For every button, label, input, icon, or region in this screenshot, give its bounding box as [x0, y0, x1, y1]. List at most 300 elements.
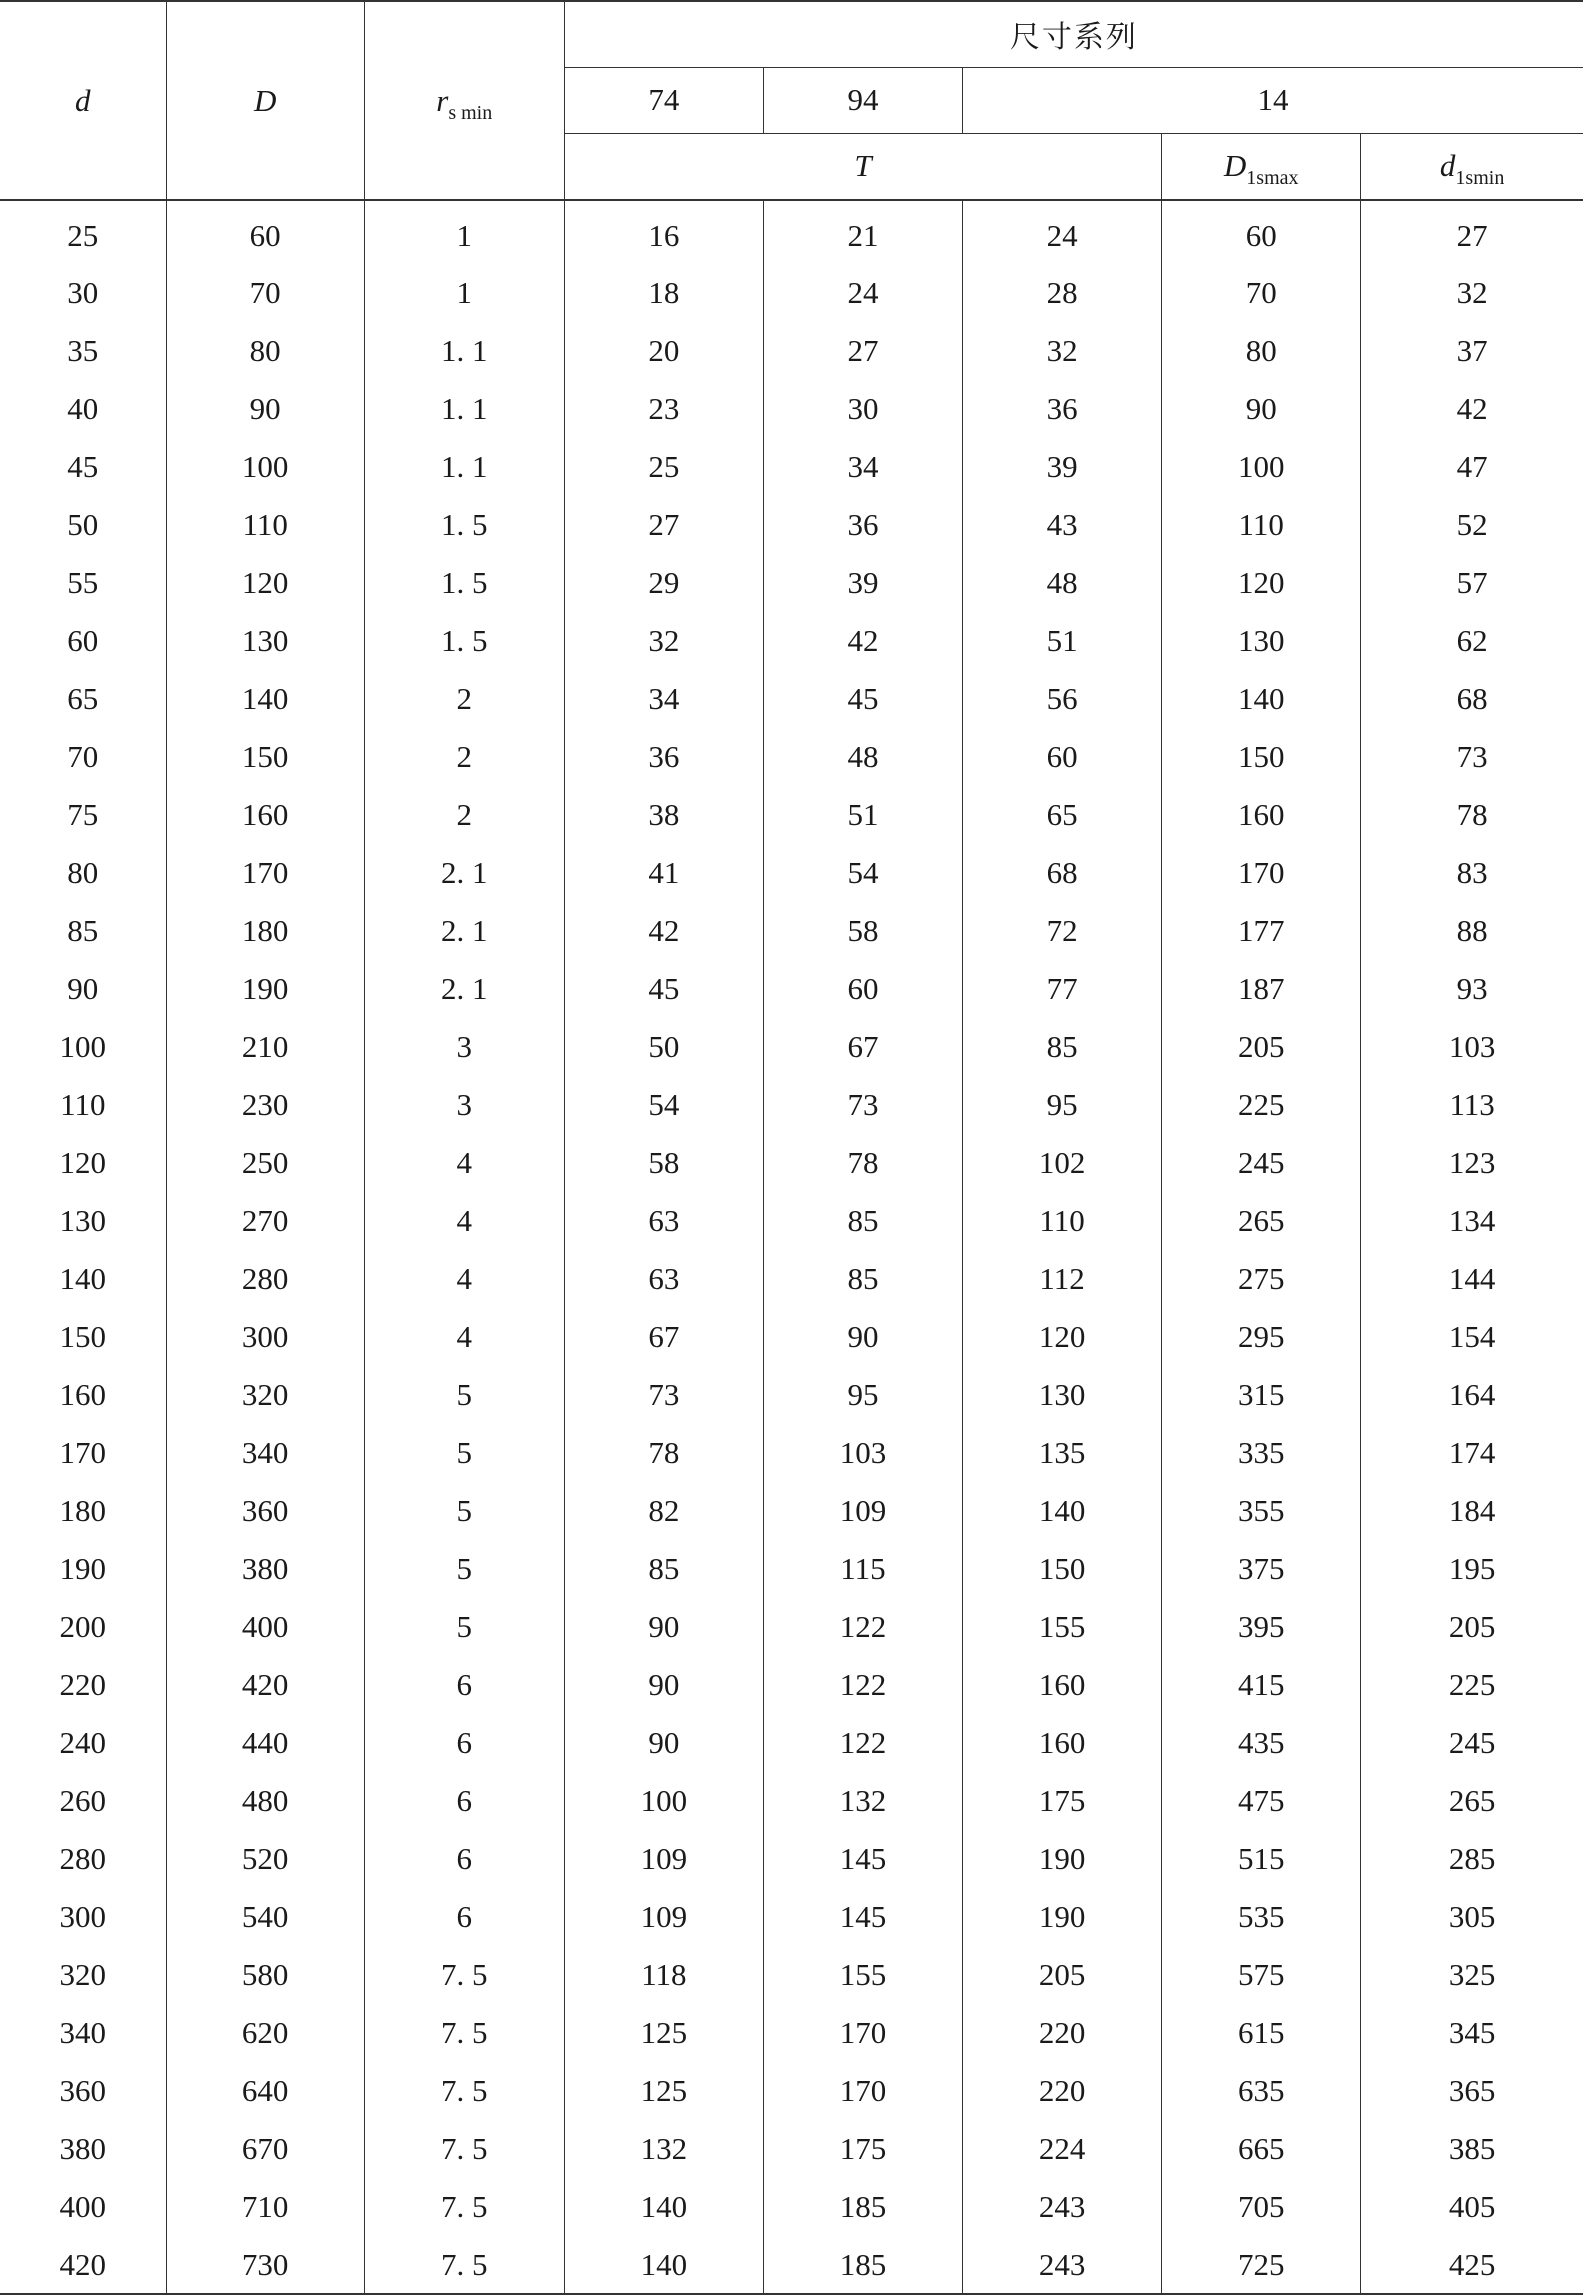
cell-D: 540 — [166, 1888, 364, 1946]
cell-T-94: 90 — [763, 1308, 962, 1366]
table-row — [0, 670, 1583, 728]
cell-D: 620 — [166, 2004, 364, 2062]
cell-d1smin: 245 — [1361, 1714, 1583, 1772]
cell-rs-min: 6 — [364, 1888, 564, 1946]
cell-d: 45 — [67, 449, 99, 484]
cell-T-14: 243 — [963, 2178, 1162, 2236]
table-row — [0, 438, 1583, 496]
cell-D1smax: 60 — [1162, 200, 1361, 264]
cell-D: 380 — [166, 1540, 364, 1598]
cell-T-74: 140 — [564, 2178, 763, 2236]
cell-D: 250 — [166, 1134, 364, 1192]
cell-d: 65 — [67, 681, 99, 716]
cell-d1smin: 27 — [1361, 200, 1583, 264]
cell-d1smin: 365 — [1361, 2062, 1583, 2120]
cell-T-94: 170 — [763, 2062, 962, 2120]
cell-T-14: 77 — [963, 960, 1162, 1018]
cell-D1smax: 335 — [1162, 1424, 1361, 1482]
cell-D1smax: 170 — [1162, 844, 1361, 902]
cell-D: 400 — [166, 1598, 364, 1656]
cell-T-94: 78 — [763, 1134, 962, 1192]
cell-T-94: 39 — [763, 554, 962, 612]
cell-D: 280 — [166, 1250, 364, 1308]
cell-T-14: 190 — [963, 1888, 1162, 1946]
cell-d1smin: 154 — [1361, 1308, 1583, 1366]
cell-d1smin: 103 — [1361, 1018, 1583, 1076]
cell-D: 160 — [166, 786, 364, 844]
cell-D1smax: 315 — [1162, 1366, 1361, 1424]
cell-T-14: 48 — [963, 554, 1162, 612]
cell-d: 170 — [59, 1435, 107, 1470]
cell-D: 640 — [166, 2062, 364, 2120]
table-row — [0, 1134, 1583, 1192]
cell-T-94: 85 — [763, 1192, 962, 1250]
cell-rs-min: 5 — [364, 1424, 564, 1482]
cell-T-94: 60 — [763, 960, 962, 1018]
cell-T-94: 24 — [763, 264, 962, 322]
cell-D: 150 — [166, 728, 364, 786]
cell-D1smax: 475 — [1162, 1772, 1361, 1830]
cell-T-94: 95 — [763, 1366, 962, 1424]
cell-T-74: 125 — [564, 2062, 763, 2120]
table-row — [0, 1656, 1583, 1714]
cell-T-74: 90 — [564, 1598, 763, 1656]
cell-T-74: 23 — [564, 380, 763, 438]
cell-d: 85 — [67, 913, 99, 948]
cell-rs-min: 4 — [364, 1134, 564, 1192]
cell-T-94: 54 — [763, 844, 962, 902]
table-row — [0, 1888, 1583, 1946]
cell-D1smax: 80 — [1162, 322, 1361, 380]
cell-D1smax: 245 — [1162, 1134, 1361, 1192]
cell-rs-min: 7. 5 — [364, 2236, 564, 2294]
cell-D: 580 — [166, 1946, 364, 2004]
cell-rs-min: 5 — [364, 1482, 564, 1540]
cell-T-14: 120 — [963, 1308, 1162, 1366]
cell-D1smax: 535 — [1162, 1888, 1361, 1946]
table-row — [0, 264, 1583, 322]
cell-T-14: 56 — [963, 670, 1162, 728]
cell-D: 300 — [166, 1308, 364, 1366]
cell-T-14: 205 — [963, 1946, 1162, 2004]
table-row — [0, 1192, 1583, 1250]
cell-d1smin: 425 — [1361, 2236, 1583, 2294]
cell-d: 360 — [59, 2073, 107, 2108]
cell-d: 190 — [59, 1551, 107, 1586]
cell-d1smin: 123 — [1361, 1134, 1583, 1192]
cell-rs-min: 1. 1 — [364, 380, 564, 438]
table-row — [0, 554, 1583, 612]
cell-T-94: 170 — [763, 2004, 962, 2062]
cell-D1smax: 150 — [1162, 728, 1361, 786]
cell-d: 140 — [59, 1261, 107, 1296]
cell-D: 440 — [166, 1714, 364, 1772]
cell-T-14: 36 — [963, 380, 1162, 438]
table-row — [0, 612, 1583, 670]
header-D1-symbol: D — [1223, 148, 1247, 184]
cell-D1smax: 375 — [1162, 1540, 1361, 1598]
cell-T-74: 32 — [564, 612, 763, 670]
cell-D1smax: 90 — [1162, 380, 1361, 438]
cell-T-94: 122 — [763, 1656, 962, 1714]
cell-T-74: 29 — [564, 554, 763, 612]
table-row — [0, 1598, 1583, 1656]
table-row — [0, 728, 1583, 786]
table-row — [0, 2236, 1583, 2294]
cell-T-74: 140 — [564, 2236, 763, 2294]
cell-d: 320 — [59, 1957, 107, 1992]
header-d1smin — [1361, 133, 1583, 200]
cell-d: 25 — [67, 217, 99, 253]
cell-d1smin: 205 — [1361, 1598, 1583, 1656]
table-row — [0, 496, 1583, 554]
cell-D1smax: 415 — [1162, 1656, 1361, 1714]
cell-d1smin: 195 — [1361, 1540, 1583, 1598]
cell-T-14: 160 — [963, 1656, 1162, 1714]
cell-T-94: 85 — [763, 1250, 962, 1308]
cell-T-74: 42 — [564, 902, 763, 960]
table-row — [0, 1772, 1583, 1830]
table-row — [0, 2178, 1583, 2236]
cell-D1smax: 265 — [1162, 1192, 1361, 1250]
header-D: D — [166, 1, 364, 200]
table-row — [0, 1946, 1583, 2004]
cell-T-94: 155 — [763, 1946, 962, 2004]
header-rs-subscript: s min — [448, 101, 493, 124]
cell-rs-min: 1 — [364, 264, 564, 322]
table-header — [0, 1, 1583, 200]
cell-T-74: 73 — [564, 1366, 763, 1424]
header-rs-symbol: r — [436, 82, 449, 118]
header-d1-subscript: 1smin — [1455, 167, 1505, 190]
cell-T-74: 90 — [564, 1714, 763, 1772]
cell-D1smax: 295 — [1162, 1308, 1361, 1366]
table-row — [0, 1424, 1583, 1482]
cell-D1smax: 615 — [1162, 2004, 1361, 2062]
cell-d: 35 — [67, 333, 99, 368]
cell-d: 400 — [59, 2189, 107, 2224]
cell-rs-min: 1. 5 — [364, 554, 564, 612]
cell-rs-min: 7. 5 — [364, 2004, 564, 2062]
cell-d: 200 — [59, 1609, 107, 1644]
cell-rs-min: 2. 1 — [364, 844, 564, 902]
cell-rs-min: 6 — [364, 1830, 564, 1888]
cell-T-14: 155 — [963, 1598, 1162, 1656]
table-row — [0, 902, 1583, 960]
header-T: T — [564, 133, 1161, 200]
cell-T-74: 132 — [564, 2120, 763, 2178]
cell-T-74: 82 — [564, 1482, 763, 1540]
cell-d: 120 — [59, 1145, 107, 1180]
cell-d1smin: 73 — [1361, 728, 1583, 786]
cell-D1smax: 140 — [1162, 670, 1361, 728]
cell-d: 240 — [59, 1725, 107, 1760]
cell-T-14: 135 — [963, 1424, 1162, 1482]
cell-d1smin: 83 — [1361, 844, 1583, 902]
table-row — [0, 960, 1583, 1018]
cell-T-94: 67 — [763, 1018, 962, 1076]
cell-d1smin: 305 — [1361, 1888, 1583, 1946]
cell-T-14: 28 — [963, 264, 1162, 322]
cell-D1smax: 355 — [1162, 1482, 1361, 1540]
cell-T-94: 34 — [763, 438, 962, 496]
cell-rs-min: 7. 5 — [364, 2178, 564, 2236]
cell-T-14: 110 — [963, 1192, 1162, 1250]
cell-D: 520 — [166, 1830, 364, 1888]
cell-T-14: 150 — [963, 1540, 1162, 1598]
cell-T-94: 45 — [763, 670, 962, 728]
cell-rs-min: 1. 1 — [364, 438, 564, 496]
header-series-94: 94 — [763, 67, 962, 133]
cell-T-94: 145 — [763, 1830, 962, 1888]
cell-d: 80 — [67, 855, 99, 890]
cell-rs-min: 2 — [364, 728, 564, 786]
cell-T-14: 68 — [963, 844, 1162, 902]
cell-T-14: 85 — [963, 1018, 1162, 1076]
cell-d: 60 — [67, 623, 99, 658]
cell-T-94: 103 — [763, 1424, 962, 1482]
cell-T-74: 25 — [564, 438, 763, 496]
cell-d: 30 — [67, 275, 99, 310]
cell-D1smax: 100 — [1162, 438, 1361, 496]
cell-d1smin: 37 — [1361, 322, 1583, 380]
cell-d1smin: 88 — [1361, 902, 1583, 960]
cell-d1smin: 184 — [1361, 1482, 1583, 1540]
cell-D1smax: 725 — [1162, 2236, 1361, 2294]
cell-T-94: 132 — [763, 1772, 962, 1830]
cell-D: 110 — [166, 496, 364, 554]
cell-rs-min: 7. 5 — [364, 2120, 564, 2178]
cell-T-94: 122 — [763, 1598, 962, 1656]
cell-d: 380 — [59, 2131, 107, 2166]
cell-d: 150 — [59, 1319, 107, 1354]
cell-d: 340 — [59, 2015, 107, 2050]
cell-rs-min: 1. 1 — [364, 322, 564, 380]
cell-D: 170 — [166, 844, 364, 902]
cell-d1smin: 265 — [1361, 1772, 1583, 1830]
cell-rs-min: 1. 5 — [364, 612, 564, 670]
cell-D1smax: 225 — [1162, 1076, 1361, 1134]
cell-d1smin: 345 — [1361, 2004, 1583, 2062]
cell-d1smin: 174 — [1361, 1424, 1583, 1482]
cell-D: 480 — [166, 1772, 364, 1830]
cell-T-14: 39 — [963, 438, 1162, 496]
cell-d1smin: 42 — [1361, 380, 1583, 438]
cell-D: 710 — [166, 2178, 364, 2236]
cell-rs-min: 1 — [364, 200, 564, 264]
cell-rs-min: 2 — [364, 786, 564, 844]
cell-D1smax: 395 — [1162, 1598, 1361, 1656]
table-row — [0, 1308, 1583, 1366]
cell-D1smax: 435 — [1162, 1714, 1361, 1772]
cell-T-14: 224 — [963, 2120, 1162, 2178]
cell-D1smax: 275 — [1162, 1250, 1361, 1308]
cell-D: 340 — [166, 1424, 364, 1482]
cell-T-94: 109 — [763, 1482, 962, 1540]
cell-d1smin: 325 — [1361, 1946, 1583, 2004]
cell-D: 270 — [166, 1192, 364, 1250]
cell-D1smax: 575 — [1162, 1946, 1361, 2004]
cell-D1smax: 177 — [1162, 902, 1361, 960]
table-row — [0, 1366, 1583, 1424]
cell-T-14: 130 — [963, 1366, 1162, 1424]
cell-T-14: 43 — [963, 496, 1162, 554]
cell-d1smin: 78 — [1361, 786, 1583, 844]
cell-d: 220 — [59, 1667, 107, 1702]
table-row — [0, 200, 1583, 264]
cell-T-94: 122 — [763, 1714, 962, 1772]
cell-rs-min: 6 — [364, 1714, 564, 1772]
cell-T-74: 45 — [564, 960, 763, 1018]
cell-T-14: 160 — [963, 1714, 1162, 1772]
cell-rs-min: 6 — [364, 1656, 564, 1714]
cell-T-74: 109 — [564, 1888, 763, 1946]
header-rs-min — [364, 1, 564, 200]
cell-T-94: 175 — [763, 2120, 962, 2178]
cell-rs-min: 5 — [364, 1598, 564, 1656]
cell-T-14: 243 — [963, 2236, 1162, 2294]
cell-T-74: 100 — [564, 1772, 763, 1830]
cell-T-94: 185 — [763, 2236, 962, 2294]
cell-D: 100 — [166, 438, 364, 496]
cell-T-94: 21 — [763, 200, 962, 264]
cell-d: 130 — [59, 1203, 107, 1238]
cell-d1smin: 68 — [1361, 670, 1583, 728]
header-d: d — [0, 1, 166, 200]
cell-rs-min: 7. 5 — [364, 1946, 564, 2004]
table-row — [0, 1076, 1583, 1134]
cell-rs-min: 4 — [364, 1308, 564, 1366]
cell-T-14: 65 — [963, 786, 1162, 844]
cell-D1smax: 635 — [1162, 2062, 1361, 2120]
cell-T-74: 50 — [564, 1018, 763, 1076]
cell-d1smin: 144 — [1361, 1250, 1583, 1308]
cell-T-14: 112 — [963, 1250, 1162, 1308]
cell-T-74: 20 — [564, 322, 763, 380]
cell-T-94: 145 — [763, 1888, 962, 1946]
cell-rs-min: 3 — [364, 1018, 564, 1076]
table-body — [0, 200, 1583, 2294]
cell-T-94: 51 — [763, 786, 962, 844]
cell-T-74: 36 — [564, 728, 763, 786]
table-row — [0, 1714, 1583, 1772]
cell-d: 100 — [59, 1029, 107, 1064]
header-series-74: 74 — [564, 67, 763, 133]
cell-T-14: 140 — [963, 1482, 1162, 1540]
cell-T-14: 190 — [963, 1830, 1162, 1888]
cell-d: 40 — [67, 391, 99, 426]
cell-rs-min: 2 — [364, 670, 564, 728]
cell-T-94: 27 — [763, 322, 962, 380]
cell-d1smin: 57 — [1361, 554, 1583, 612]
table-row — [0, 2120, 1583, 2178]
cell-T-74: 109 — [564, 1830, 763, 1888]
cell-T-74: 27 — [564, 496, 763, 554]
cell-D1smax: 130 — [1162, 612, 1361, 670]
cell-T-74: 63 — [564, 1250, 763, 1308]
cell-D: 80 — [166, 322, 364, 380]
cell-T-94: 58 — [763, 902, 962, 960]
cell-d: 180 — [59, 1493, 107, 1528]
cell-D1smax: 110 — [1162, 496, 1361, 554]
cell-d: 55 — [67, 565, 99, 600]
cell-d: 420 — [0, 2236, 166, 2294]
cell-T-14: 24 — [963, 200, 1162, 264]
cell-rs-min: 4 — [364, 1250, 564, 1308]
cell-D: 670 — [166, 2120, 364, 2178]
cell-d1smin: 52 — [1361, 496, 1583, 554]
cell-T-94: 185 — [763, 2178, 962, 2236]
cell-rs-min: 4 — [364, 1192, 564, 1250]
table-row — [0, 2004, 1583, 2062]
cell-D: 210 — [166, 1018, 364, 1076]
cell-T-94: 30 — [763, 380, 962, 438]
cell-d: 90 — [67, 971, 99, 1006]
cell-T-94: 73 — [763, 1076, 962, 1134]
cell-T-74: 38 — [564, 786, 763, 844]
cell-T-74: 18 — [564, 264, 763, 322]
cell-d1smin: 164 — [1361, 1366, 1583, 1424]
cell-D: 420 — [166, 1656, 364, 1714]
cell-d1smin: 225 — [1361, 1656, 1583, 1714]
cell-T-14: 72 — [963, 902, 1162, 960]
cell-d1smin: 62 — [1361, 612, 1583, 670]
table-row — [0, 2062, 1583, 2120]
cell-T-74: 16 — [564, 200, 763, 264]
table-row — [0, 322, 1583, 380]
cell-T-94: 42 — [763, 612, 962, 670]
cell-D: 230 — [166, 1076, 364, 1134]
cell-D: 130 — [166, 612, 364, 670]
cell-T-74: 78 — [564, 1424, 763, 1482]
table-row — [0, 844, 1583, 902]
cell-D1smax: 665 — [1162, 2120, 1361, 2178]
cell-d1smin: 134 — [1361, 1192, 1583, 1250]
cell-d: 160 — [59, 1377, 107, 1412]
cell-rs-min: 6 — [364, 1772, 564, 1830]
cell-T-14: 60 — [963, 728, 1162, 786]
header-d1-symbol: d — [1439, 148, 1456, 184]
cell-D: 70 — [166, 264, 364, 322]
cell-d1smin: 285 — [1361, 1830, 1583, 1888]
cell-D: 120 — [166, 554, 364, 612]
table-row — [0, 1250, 1583, 1308]
table-row — [0, 1830, 1583, 1888]
cell-T-94: 36 — [763, 496, 962, 554]
cell-T-14: 220 — [963, 2004, 1162, 2062]
cell-T-74: 54 — [564, 1076, 763, 1134]
header-D1smax — [1162, 133, 1361, 200]
cell-D1smax: 705 — [1162, 2178, 1361, 2236]
cell-D: 180 — [166, 902, 364, 960]
cell-T-74: 85 — [564, 1540, 763, 1598]
cell-d: 280 — [59, 1841, 107, 1876]
cell-T-14: 102 — [963, 1134, 1162, 1192]
cell-d: 260 — [59, 1783, 107, 1818]
cell-rs-min: 2. 1 — [364, 902, 564, 960]
cell-T-94: 115 — [763, 1540, 962, 1598]
cell-T-74: 63 — [564, 1192, 763, 1250]
cell-d1smin: 385 — [1361, 2120, 1583, 2178]
cell-D1smax: 515 — [1162, 1830, 1361, 1888]
table-row — [0, 1482, 1583, 1540]
header-D1-subscript: 1smax — [1246, 167, 1299, 190]
cell-d: 300 — [59, 1899, 107, 1934]
cell-d: 110 — [60, 1087, 106, 1122]
table-row — [0, 786, 1583, 844]
cell-rs-min: 3 — [364, 1076, 564, 1134]
cell-d1smin: 93 — [1361, 960, 1583, 1018]
